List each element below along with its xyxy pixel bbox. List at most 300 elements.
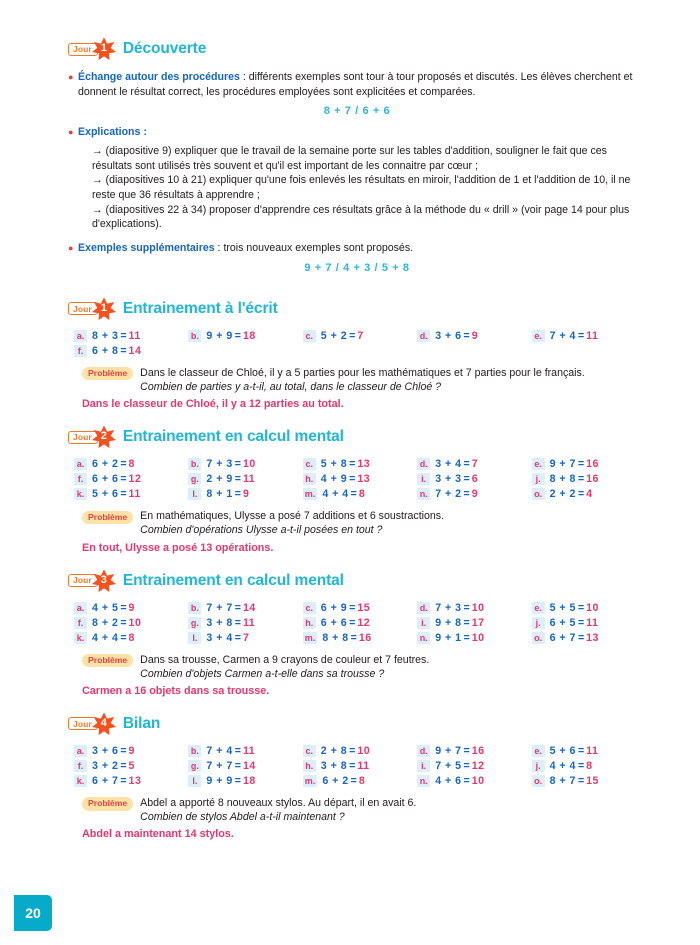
exercise-item <box>417 458 531 470</box>
equals-sign: = <box>463 759 470 772</box>
exercise-letter: j. <box>532 760 545 772</box>
exercise-item <box>74 760 188 772</box>
exercise-item <box>188 745 302 757</box>
exercise-item <box>188 602 302 614</box>
exercise-expression: 9 + 8 <box>435 616 462 629</box>
exercise-expression: 6 + 6 <box>320 616 348 629</box>
exercise-letter: b. <box>188 330 201 342</box>
exercise-item <box>417 330 531 342</box>
exercise-answer: 11 <box>242 473 256 486</box>
exercise-grid-bilan <box>74 745 646 787</box>
exercise-letter: d. <box>417 458 430 470</box>
exercise-letter: m. <box>304 775 316 786</box>
probleme-statement: Dans le classeur de Chloé, il y a 5 parties pour les mathématiques et 7 parties pour le français. <box>140 366 585 379</box>
exercise-letter: e. <box>532 602 545 614</box>
star-icon <box>91 296 117 322</box>
exercise-expression: 8 + 7 <box>549 774 576 787</box>
exercise-item <box>188 458 302 470</box>
exercise-expression: 5 + 6 <box>92 488 119 501</box>
exercise-item <box>417 632 531 644</box>
probleme-row <box>82 509 646 537</box>
exercise-expression: 6 + 9 <box>320 601 348 614</box>
exemples-lead: Exemples supplémentaires <box>78 241 215 254</box>
equals-sign: = <box>234 601 241 614</box>
bullet-dot-icon: ● <box>68 72 74 82</box>
equals-sign: = <box>463 473 470 486</box>
equals-sign: = <box>120 329 127 342</box>
exercise-answer: 10 <box>586 601 599 614</box>
equals-sign: = <box>349 759 356 772</box>
exercise-answer: 12 <box>128 473 142 486</box>
exercise-answer: 4 <box>586 488 593 501</box>
equals-sign: = <box>350 488 357 501</box>
exercise-letter: c. <box>303 458 316 470</box>
equals-sign: = <box>463 488 470 501</box>
equals-sign: = <box>120 344 127 357</box>
probleme-badge: Problème <box>82 797 133 810</box>
equals-sign: = <box>577 774 585 787</box>
exercise-item <box>303 473 417 485</box>
exercise-answer: 11 <box>586 744 599 757</box>
exercise-answer: 10 <box>242 458 256 471</box>
probleme-statement: Dans sa trousse, Carmen a 9 crayons de couleur et 7 feutres. <box>140 653 430 666</box>
bullet-lead: Échange autour des procédures <box>78 71 240 83</box>
probleme-question: Combien de stylos Abdel a-t-il maintenant ? <box>140 811 345 824</box>
equals-sign: = <box>120 488 127 501</box>
exercise-item <box>303 775 417 787</box>
equals-sign: = <box>120 744 127 757</box>
exercise-expression: 8 + 8 <box>322 631 349 644</box>
exercise-expression: 6 + 5 <box>549 616 576 629</box>
probleme-question: Combien de parties y a-t-il, au total, dans le classeur de Chloé ? <box>140 380 442 393</box>
exercise-letter: f. <box>74 617 87 629</box>
exercise-letter: j. <box>532 473 545 485</box>
exercise-expression: 5 + 5 <box>549 601 576 614</box>
exercise-answer: 8 <box>586 759 593 772</box>
exercise-expression: 3 + 8 <box>320 759 348 772</box>
exercise-item <box>188 632 302 644</box>
exercise-item <box>532 473 646 485</box>
exercise-expression: 3 + 8 <box>206 616 233 629</box>
exercise-item <box>74 602 188 614</box>
exercise-item <box>303 617 417 629</box>
exercise-expression: 8 + 3 <box>92 329 119 342</box>
exercise-item <box>303 330 417 342</box>
day-heading-bilan <box>68 711 646 737</box>
exercise-expression: 3 + 4 <box>206 631 233 644</box>
equals-sign: = <box>349 616 356 629</box>
equals-sign: = <box>349 329 356 342</box>
equals-sign: = <box>577 458 585 471</box>
bullet-dot-icon: ● <box>68 242 74 253</box>
formula-line-2: 9 + 7 / 4 + 3 / 5 + 8 <box>304 261 410 274</box>
equals-sign: = <box>120 759 127 772</box>
exercise-letter: h. <box>303 617 316 629</box>
probleme-statement: En mathématiques, Ulysse a posé 7 additions et 6 soustractions. <box>140 510 445 523</box>
exercise-answer: 11 <box>586 616 599 629</box>
exercise-expression: 7 + 2 <box>435 488 462 501</box>
section-title: Découverte <box>122 40 207 57</box>
exercise-letter: b. <box>188 458 201 470</box>
exercise-item <box>532 602 646 614</box>
exercise-answer: 10 <box>357 744 371 757</box>
exercise-letter: c. <box>303 602 316 614</box>
exercise-answer: 16 <box>358 631 372 644</box>
day-heading-ecrit <box>68 296 646 322</box>
equals-sign: = <box>120 473 127 486</box>
exercise-expression: 9 + 9 <box>206 774 233 787</box>
exercise-letter: f. <box>74 760 87 772</box>
equals-sign: = <box>577 759 585 772</box>
exercise-answer: 14 <box>242 759 256 772</box>
exercise-item <box>417 488 531 500</box>
exercise-expression: 8 + 8 <box>549 473 576 486</box>
exercise-item <box>532 458 646 470</box>
exercise-item <box>188 473 302 485</box>
exercise-letter: l. <box>188 488 201 500</box>
probleme-question: Combien d'objets Carmen a-t-elle dans sa trousse ? <box>140 667 385 680</box>
probleme-row <box>82 366 646 394</box>
exercise-expression: 9 + 7 <box>549 458 576 471</box>
exercise-answer: 8 <box>358 774 366 787</box>
exercise-letter: i. <box>417 760 430 772</box>
exercise-item <box>188 760 302 772</box>
equals-sign: = <box>120 458 127 471</box>
probleme-question: Combien d'opérations Ulysse a-t-il posées en tout ? <box>140 524 383 537</box>
equals-sign: = <box>234 631 241 644</box>
exercise-expression: 9 + 1 <box>435 631 462 644</box>
probleme-block-mental-3 <box>82 653 646 697</box>
exercise-item <box>532 617 646 629</box>
exercise-letter: d. <box>417 330 430 342</box>
exercise-item <box>303 458 417 470</box>
exercise-item <box>74 775 188 787</box>
bullet-exemples <box>68 241 646 256</box>
exercise-item <box>417 760 531 772</box>
exercise-answer: 15 <box>357 601 371 614</box>
star-icon <box>91 711 117 737</box>
equals-sign: = <box>577 616 585 629</box>
exercise-item <box>74 745 188 757</box>
exercise-answer: 16 <box>586 458 599 471</box>
exercise-expression: 7 + 4 <box>549 329 576 342</box>
exercise-item <box>74 488 188 500</box>
equals-sign: = <box>234 774 241 787</box>
probleme-statement: Abdel a apporté 8 nouveaux stylos. Au départ, il en avait 6. <box>140 796 417 809</box>
exercise-letter: b. <box>188 745 201 757</box>
exercise-item <box>532 745 646 757</box>
exercise-expression: 6 + 2 <box>92 458 119 471</box>
exercise-expression: 8 + 1 <box>206 488 233 501</box>
exercise-item <box>188 330 302 342</box>
probleme-block-ecrit <box>82 366 646 410</box>
exercise-letter: h. <box>303 473 316 485</box>
exercise-answer: 11 <box>242 616 256 629</box>
exercise-expression: 6 + 7 <box>92 774 119 787</box>
exercise-letter: f. <box>74 473 87 485</box>
equals-sign: = <box>120 616 127 629</box>
probleme-answer: Carmen a 16 objets dans sa trousse. <box>82 684 270 697</box>
exercise-grid-mental-3 <box>74 602 646 644</box>
probleme-answer: Dans le classeur de Chloé, il y a 12 parties au total. <box>82 398 344 411</box>
exercise-item <box>74 617 188 629</box>
exercise-expression: 9 + 9 <box>206 329 233 342</box>
explications-lead: Explications : <box>78 126 147 139</box>
exercise-item <box>188 775 302 787</box>
equals-sign: = <box>349 601 356 614</box>
exercise-answer: 14 <box>128 344 142 357</box>
exercise-answer: 9 <box>471 488 479 501</box>
equals-sign: = <box>577 744 585 757</box>
exercise-answer: 10 <box>128 616 142 629</box>
equals-sign: = <box>234 488 241 501</box>
equals-sign: = <box>350 631 357 644</box>
exercise-answer: 11 <box>128 329 141 342</box>
exercise-expression: 6 + 2 <box>322 774 349 787</box>
jour-number: 1 <box>100 42 107 54</box>
exercise-expression: 7 + 7 <box>206 759 233 772</box>
exercise-item <box>532 488 646 500</box>
exercise-grid-ecrit <box>74 330 646 357</box>
exercise-item <box>74 473 188 485</box>
equals-sign: = <box>463 744 470 757</box>
exercise-answer: 13 <box>128 774 142 787</box>
exercise-item <box>417 473 531 485</box>
exercise-item <box>417 602 531 614</box>
explication-line-3: → (diapositives 22 à 34) proposer d'apprendre ces résultats grâce à la méthode du « drill » (voir page 14 pour plus d'explications). <box>92 203 630 231</box>
equals-sign: = <box>463 616 470 629</box>
exercise-expression: 7 + 3 <box>206 458 233 471</box>
exercise-letter: e. <box>532 458 545 470</box>
exercise-item <box>303 745 417 757</box>
exercise-answer: 7 <box>357 329 364 342</box>
exercise-item <box>188 617 302 629</box>
exercise-expression: 4 + 4 <box>549 759 576 772</box>
exercise-expression: 3 + 4 <box>435 458 462 471</box>
exercise-answer: 11 <box>242 744 256 757</box>
exercise-letter: k. <box>74 775 87 787</box>
exercise-answer: 16 <box>586 473 599 486</box>
exercise-letter: g. <box>188 617 201 629</box>
star-icon <box>91 424 117 450</box>
exercise-answer: 14 <box>242 601 256 614</box>
exercise-letter: c. <box>303 745 316 757</box>
exercise-letter: e. <box>532 330 545 342</box>
exercise-expression: 6 + 6 <box>92 473 119 486</box>
exercise-letter: a. <box>74 330 87 342</box>
exercise-item <box>303 488 417 500</box>
bullet-text <box>78 70 646 99</box>
exercise-expression: 4 + 9 <box>320 473 348 486</box>
exercise-answer: 13 <box>586 631 599 644</box>
equals-sign: = <box>234 759 241 772</box>
star-icon <box>91 568 117 594</box>
exercise-answer: 18 <box>242 329 256 342</box>
equals-sign: = <box>234 458 241 471</box>
section-title: Entrainement en calcul mental <box>122 428 344 446</box>
exercise-expression: 2 + 2 <box>549 488 576 501</box>
exercise-answer: 11 <box>128 488 141 501</box>
exercise-expression: 3 + 2 <box>92 759 119 772</box>
equals-sign: = <box>349 473 356 486</box>
jour-number: 1 <box>100 301 107 314</box>
exercise-expression: 9 + 7 <box>435 744 462 757</box>
exercise-expression: 4 + 5 <box>92 601 119 614</box>
star-icon <box>91 36 117 62</box>
bullet-echange <box>68 70 646 99</box>
exercise-expression: 3 + 3 <box>435 473 462 486</box>
exercise-letter: o. <box>532 488 545 500</box>
probleme-badge: Problème <box>82 511 133 524</box>
exercise-letter: i. <box>417 617 430 629</box>
jour-number: 4 <box>100 716 107 729</box>
exercise-item <box>532 760 646 772</box>
exercise-letter: l. <box>188 775 201 787</box>
exercise-letter: a. <box>74 745 87 757</box>
probleme-block-mental-2 <box>82 509 646 553</box>
equals-sign: = <box>120 601 127 614</box>
exercise-item <box>417 745 531 757</box>
exercise-letter: h. <box>303 760 316 772</box>
exercise-answer: 15 <box>586 774 599 787</box>
exercise-expression: 8 + 2 <box>92 616 119 629</box>
exemples-rest: : trois nouveaux exemples sont proposés. <box>214 241 414 254</box>
formula-line-1: 8 + 7 / 6 + 6 <box>323 105 391 118</box>
equals-sign: = <box>234 744 241 757</box>
probleme-row <box>82 653 646 681</box>
equals-sign: = <box>463 601 470 614</box>
exercise-answer: 12 <box>471 759 485 772</box>
exercise-answer: 12 <box>357 616 371 629</box>
equals-sign: = <box>234 616 241 629</box>
exercise-answer: 17 <box>471 616 485 629</box>
exercise-answer: 9 <box>242 488 250 501</box>
day-heading-mental-3 <box>68 568 646 594</box>
bullet-explications <box>68 125 646 140</box>
equals-sign: = <box>577 488 585 501</box>
probleme-text <box>140 366 585 394</box>
exercise-answer: 13 <box>357 473 371 486</box>
exercise-answer: 9 <box>128 744 135 757</box>
exercise-expression: 2 + 9 <box>206 473 233 486</box>
exercise-letter: l. <box>188 632 201 644</box>
probleme-badge: Problème <box>82 654 133 667</box>
exercise-item <box>74 330 188 342</box>
exercise-answer: 8 <box>358 488 366 501</box>
jour-badge-label: Jour <box>68 574 98 587</box>
jour-badge-label: Jour <box>68 43 98 56</box>
equals-sign: = <box>463 631 470 644</box>
exercise-answer: 18 <box>242 774 256 787</box>
exercise-answer: 5 <box>128 759 135 772</box>
exercise-expression: 2 + 8 <box>320 744 348 757</box>
exercise-letter: c. <box>303 330 316 342</box>
equals-sign: = <box>234 329 241 342</box>
exercise-answer: 7 <box>242 631 250 644</box>
exercise-item <box>188 488 302 500</box>
equals-sign: = <box>234 473 241 486</box>
exercise-expression: 3 + 6 <box>92 744 119 757</box>
exercise-answer: 11 <box>357 759 370 772</box>
jour-badge-label: Jour <box>68 302 98 315</box>
exercise-expression: 7 + 3 <box>435 601 462 614</box>
probleme-text <box>140 796 416 824</box>
exercise-item <box>532 330 646 342</box>
exemples-text <box>78 241 413 256</box>
exercise-letter: a. <box>74 602 87 614</box>
exercise-letter: o. <box>532 775 545 787</box>
explication-line-1: → (diapositive 9) expliquer que le travail de la semaine porte sur les tables d'addition, souligner le fait que ces résultats sont utilisés très souvent et qu'il est important de les connaitre par cœur ; <box>92 145 607 172</box>
exercise-expression: 7 + 7 <box>206 601 233 614</box>
probleme-row <box>82 796 646 824</box>
exercise-answer: 9 <box>471 329 479 342</box>
exercise-grid-mental-2 <box>74 458 646 500</box>
equals-sign: = <box>349 744 356 757</box>
equals-sign: = <box>120 774 127 787</box>
exercise-item <box>532 632 646 644</box>
page-content <box>68 36 646 840</box>
exercise-expression: 3 + 6 <box>435 329 462 342</box>
exercise-letter: g. <box>188 760 201 772</box>
exercise-letter: d. <box>417 602 430 614</box>
jour-badge-label: Jour <box>68 717 98 730</box>
exercise-expression: 5 + 2 <box>320 329 348 342</box>
exercise-expression: 6 + 7 <box>549 631 576 644</box>
day-heading-decouverte <box>68 36 646 62</box>
jour-badge-label: Jour <box>68 431 98 444</box>
exercise-item <box>303 632 417 644</box>
exercise-item <box>532 775 646 787</box>
exercise-expression: 4 + 4 <box>92 631 119 644</box>
jour-number: 3 <box>100 573 107 586</box>
equals-sign: = <box>120 631 127 644</box>
exercise-item <box>74 458 188 470</box>
day-heading-mental-2 <box>68 424 646 450</box>
exercise-expression: 6 + 8 <box>92 344 119 357</box>
exercise-letter: g. <box>188 473 201 485</box>
exercise-letter: i. <box>417 473 430 485</box>
exercise-answer: 8 <box>128 631 135 644</box>
exercise-item <box>303 760 417 772</box>
equals-sign: = <box>463 774 470 787</box>
exercise-answer: 7 <box>471 458 479 471</box>
exercise-answer: 10 <box>471 774 485 787</box>
exercise-letter: n. <box>417 488 430 500</box>
exercise-letter: o. <box>532 632 545 644</box>
probleme-answer: En tout, Ulysse a posé 13 opérations. <box>82 541 274 554</box>
exercise-answer: 16 <box>471 744 485 757</box>
equals-sign: = <box>463 458 470 471</box>
exercise-letter: m. <box>304 632 316 643</box>
exercise-item <box>417 775 531 787</box>
exercise-answer: 9 <box>128 601 135 614</box>
exercise-expression: 7 + 5 <box>435 759 462 772</box>
bullet-rest: : différents exemples sont tour à tour proposés et discutés. Les élèves cherchent et donnent le résultat correct, les procédures employées sont explicitées et comparées. <box>78 71 633 98</box>
exercise-letter: e. <box>532 745 545 757</box>
exercise-letter: k. <box>74 488 87 500</box>
exercise-letter: a. <box>74 458 87 470</box>
explication-line-2: → (diapositives 10 à 21) expliquer qu'une fois enlevés les résultats en miroir, l'addition de 1 et l'addition de 10, il ne reste que 36 résultats à apprendre ; <box>92 174 631 201</box>
jour-number: 2 <box>100 430 107 443</box>
exercise-expression: 4 + 6 <box>435 774 462 787</box>
exercise-answer: 8 <box>128 458 135 471</box>
exercise-letter: d. <box>417 745 430 757</box>
exercise-expression: 5 + 8 <box>320 458 348 471</box>
exercise-letter: k. <box>74 632 87 644</box>
exercise-expression: 5 + 6 <box>549 744 576 757</box>
exercise-letter: n. <box>417 632 430 644</box>
probleme-block-bilan <box>82 796 646 840</box>
